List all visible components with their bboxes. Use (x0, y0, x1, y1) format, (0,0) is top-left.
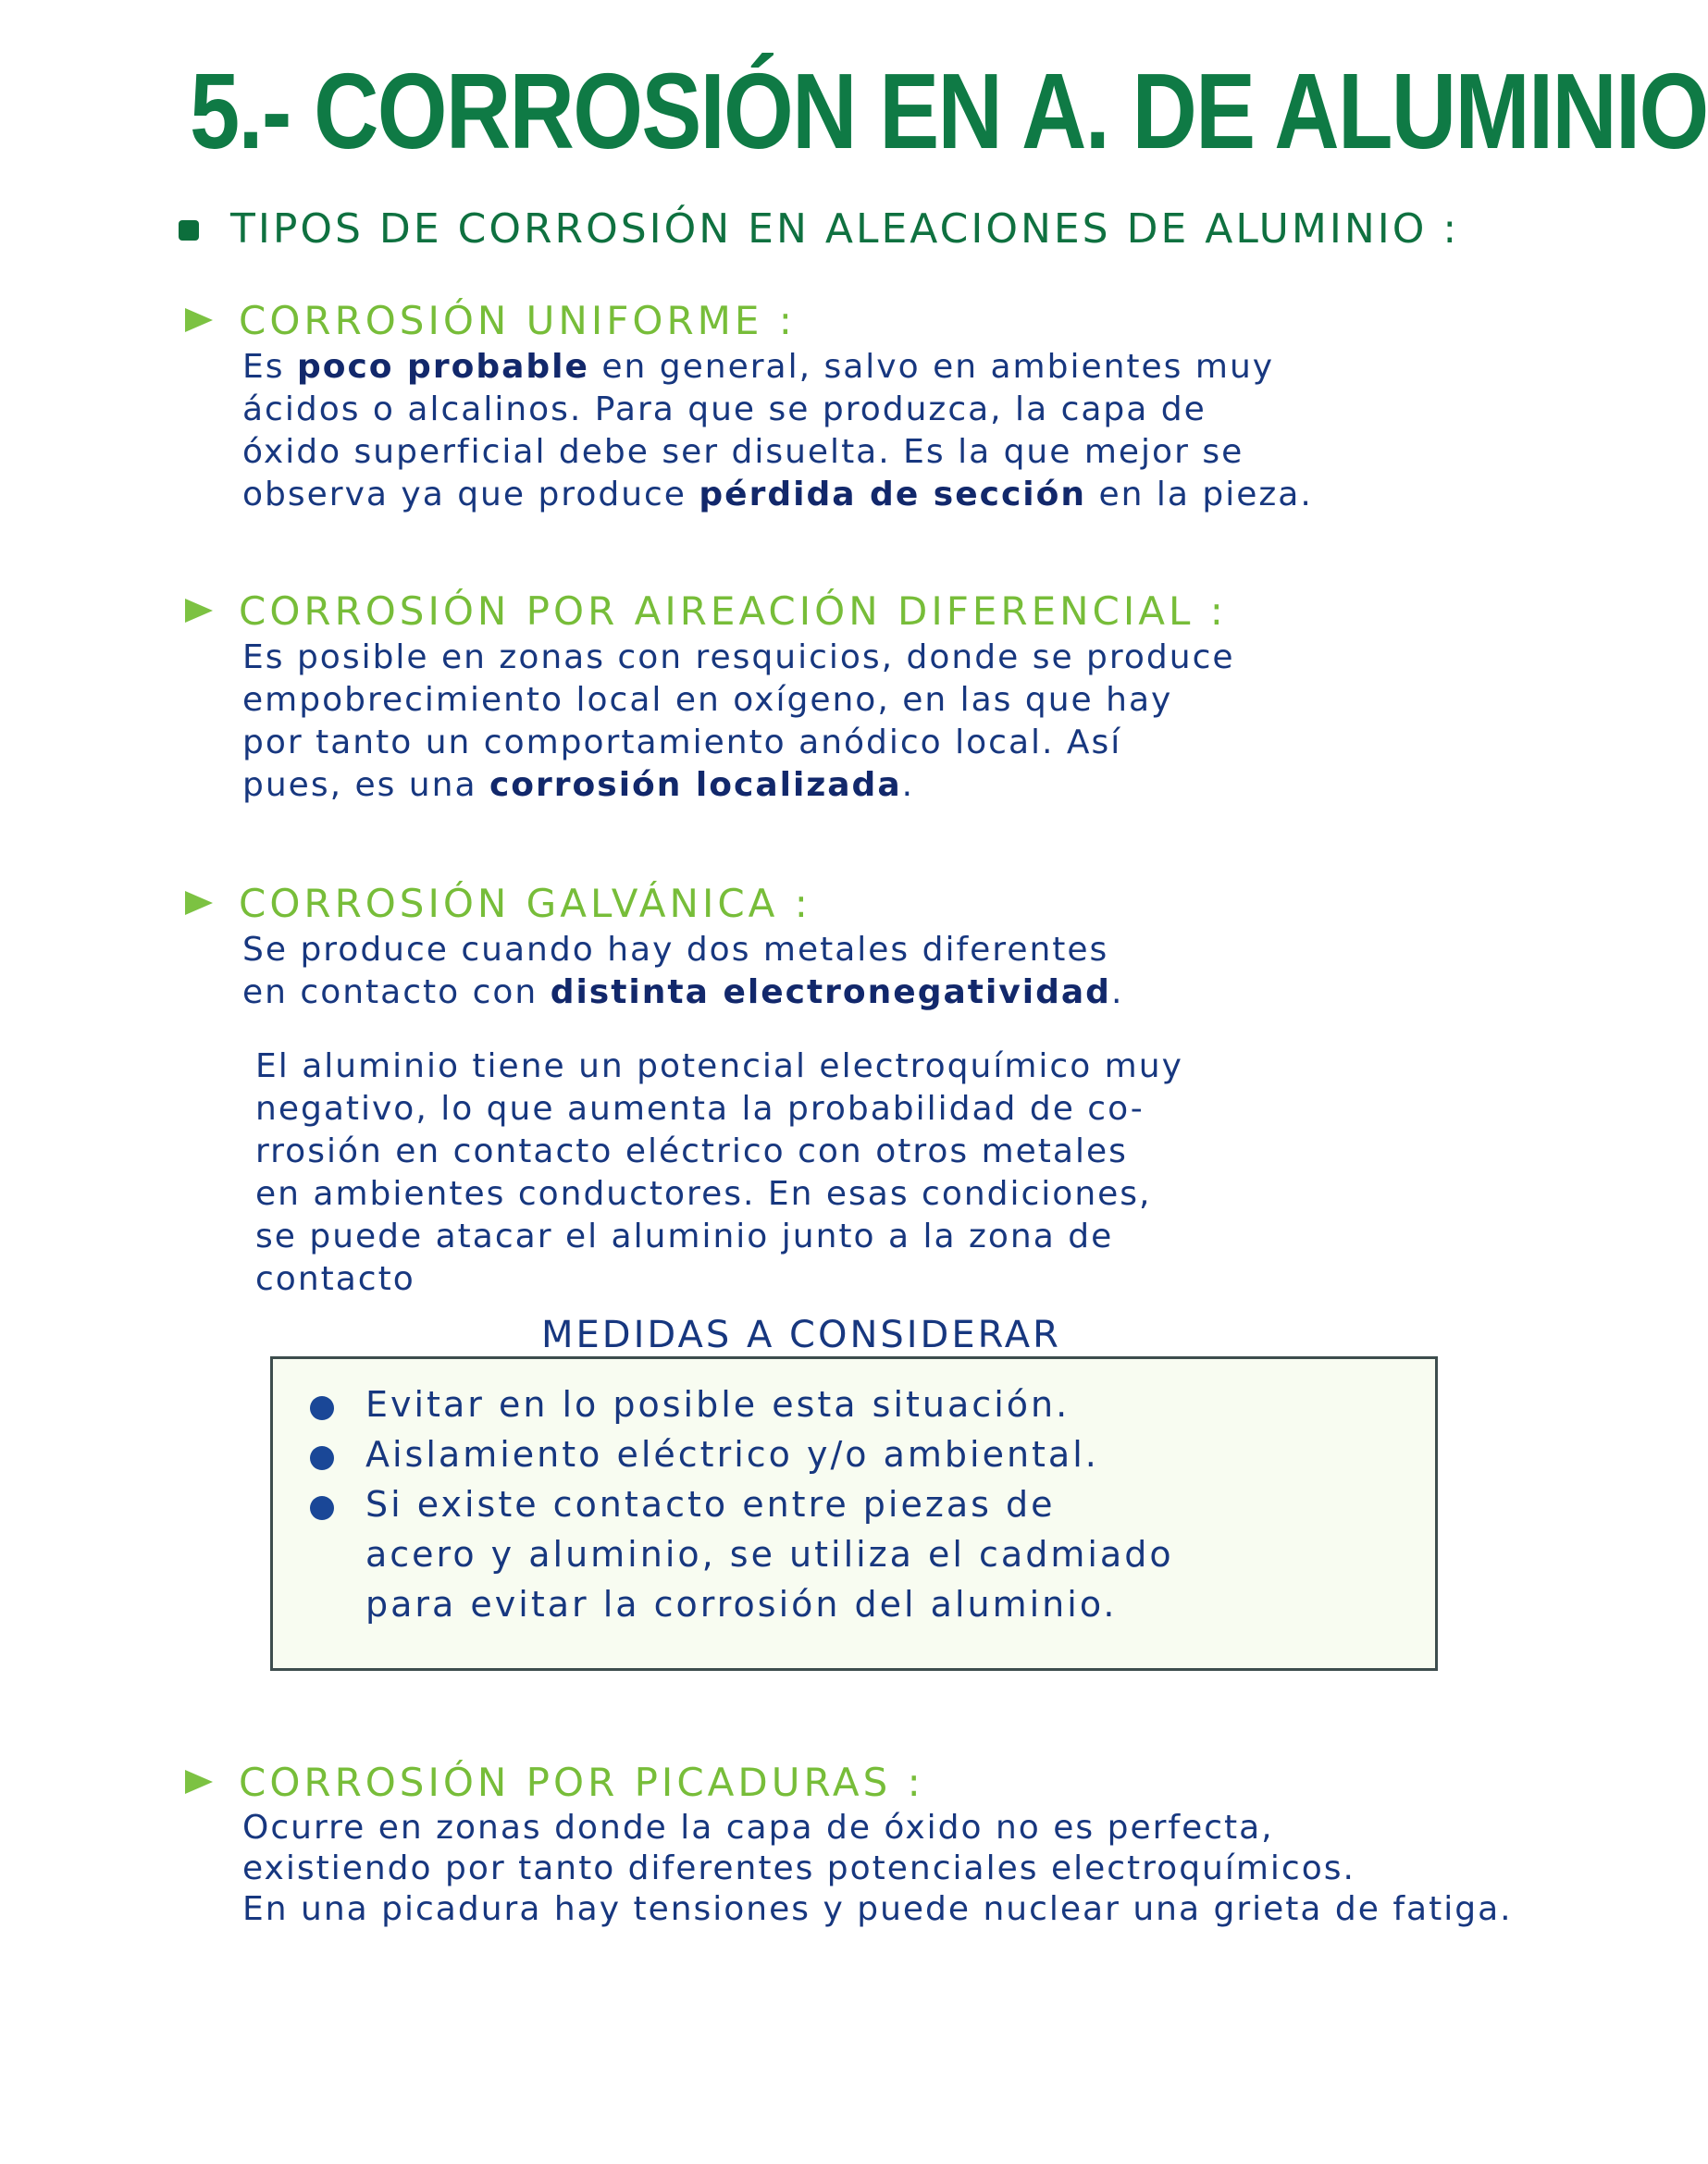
text-segment: El aluminio tiene un potencial electroquímico muy (255, 1047, 1183, 1085)
section-aireacion-diferencial (185, 585, 1235, 807)
measure-line: para evitar la corrosión del aluminio. (365, 1584, 1118, 1625)
section-paragraph-2 (255, 1045, 1183, 1301)
text-line (242, 389, 1313, 431)
main-heading (179, 205, 1459, 253)
text-line (242, 1808, 1513, 1849)
text-line (255, 1045, 1183, 1088)
text-line (242, 764, 1235, 807)
arrow-right-icon (185, 308, 213, 332)
dot-bullet-icon (310, 1396, 334, 1420)
section-heading (185, 585, 1235, 637)
text-segment: negativo, lo que aumenta la probabilidad de co- (255, 1090, 1145, 1128)
main-heading-text: TIPOS DE CORROSIÓN EN ALEACIONES DE ALUMINIO : (230, 205, 1460, 253)
text-line (242, 1889, 1513, 1930)
text-segment: Es posible en zonas con resquicios, donde se produce (242, 638, 1235, 676)
text-line (242, 971, 1183, 1014)
measure-text (365, 1379, 1070, 1429)
text-segment: en la pieza. (1086, 476, 1313, 513)
section-title: CORROSIÓN POR PICADURAS : (239, 1759, 924, 1805)
text-line (242, 346, 1313, 389)
text-line (255, 1258, 1183, 1301)
section-galvanica (185, 877, 1183, 1301)
dot-bullet-icon (310, 1446, 334, 1470)
text-segment: en ambientes conductores. En esas condiciones, (255, 1175, 1152, 1213)
text-segment: en contacto con (242, 973, 551, 1011)
text-segment: observa ya que produce (242, 476, 699, 513)
dot-bullet-icon (310, 1496, 334, 1520)
emphasis-text: distinta electronegatividad (550, 973, 1111, 1011)
text-segment: Ocurre en zonas donde la capa de óxido no es perfecta, (242, 1809, 1274, 1847)
measure-line: acero y aluminio, se utiliza el cadmiado (365, 1534, 1174, 1575)
measure-text (365, 1429, 1099, 1479)
measure-text (365, 1479, 1174, 1629)
arrow-right-icon (185, 599, 213, 623)
text-segment: existiendo por tanto diferentes potenciales electroquímicos. (242, 1849, 1355, 1887)
arrow-right-icon (185, 891, 213, 915)
text-segment: ácidos o alcalinos. Para que se produzca, la capa de (242, 390, 1207, 428)
section-paragraph (242, 346, 1313, 516)
text-segment: óxido superficial debe ser disuelta. Es la que mejor se (242, 433, 1244, 471)
section-title: CORROSIÓN UNIFORME : (239, 297, 796, 343)
text-segment: contacto (255, 1260, 415, 1298)
text-segment: . (1110, 973, 1124, 1011)
section-title: CORROSIÓN POR AIREACIÓN DIFERENCIAL : (239, 587, 1227, 634)
section-picaduras (185, 1756, 1513, 1930)
text-line (255, 1216, 1183, 1258)
text-line (242, 431, 1313, 474)
text-segment: pues, es una (242, 766, 489, 804)
section-uniforme (185, 294, 1313, 516)
measures-box (270, 1356, 1438, 1671)
text-segment: En una picadura hay tensiones y puede nuclear una grieta de fatiga. (242, 1890, 1513, 1928)
list-item (310, 1479, 1174, 1629)
arrow-right-icon (185, 1770, 213, 1794)
text-segment: Se produce cuando hay dos metales diferentes (242, 931, 1109, 969)
measure-line: Si existe contacto entre piezas de (365, 1484, 1056, 1525)
text-segment: rrosión en contacto eléctrico con otros metales (255, 1132, 1128, 1170)
text-line (242, 474, 1313, 516)
measure-line: Evitar en lo posible esta situación. (365, 1384, 1071, 1425)
emphasis-text: pérdida de sección (699, 476, 1086, 513)
text-segment: empobrecimiento local en oxígeno, en las que hay (242, 681, 1173, 719)
text-line (255, 1173, 1183, 1216)
list-item (310, 1429, 1174, 1479)
square-bullet-icon (179, 220, 199, 241)
page-title: 5.- CORROSIÓN EN A. DE ALUMINIO (190, 51, 1708, 171)
section-heading (185, 294, 1313, 346)
text-segment: Es (242, 348, 297, 386)
section-title: CORROSIÓN GALVÁNICA : (239, 880, 811, 926)
text-segment: . (901, 766, 915, 804)
text-line (242, 679, 1235, 722)
emphasis-text: corrosión localizada (489, 766, 902, 804)
section-paragraph (242, 637, 1235, 807)
text-line (255, 1088, 1183, 1131)
measure-line: Aislamiento eléctrico y/o ambiental. (365, 1434, 1099, 1475)
measure-list (310, 1379, 1174, 1629)
section-paragraph (242, 929, 1183, 1014)
text-line (242, 722, 1235, 764)
text-segment: se puede atacar el aluminio junto a la zona de (255, 1218, 1114, 1255)
section-heading (185, 1756, 1513, 1808)
section-heading (185, 877, 1183, 929)
emphasis-text: poco probable (296, 348, 589, 386)
text-line (242, 929, 1183, 971)
text-line (242, 1849, 1513, 1889)
section-paragraph (242, 1808, 1513, 1930)
measures-heading: MEDIDAS A CONSIDERAR (541, 1314, 1061, 1356)
text-segment: en general, salvo en ambientes muy (588, 348, 1275, 386)
text-line (255, 1131, 1183, 1173)
list-item (310, 1379, 1174, 1429)
text-segment: por tanto un comportamiento anódico local. Así (242, 723, 1122, 761)
text-line (242, 637, 1235, 679)
